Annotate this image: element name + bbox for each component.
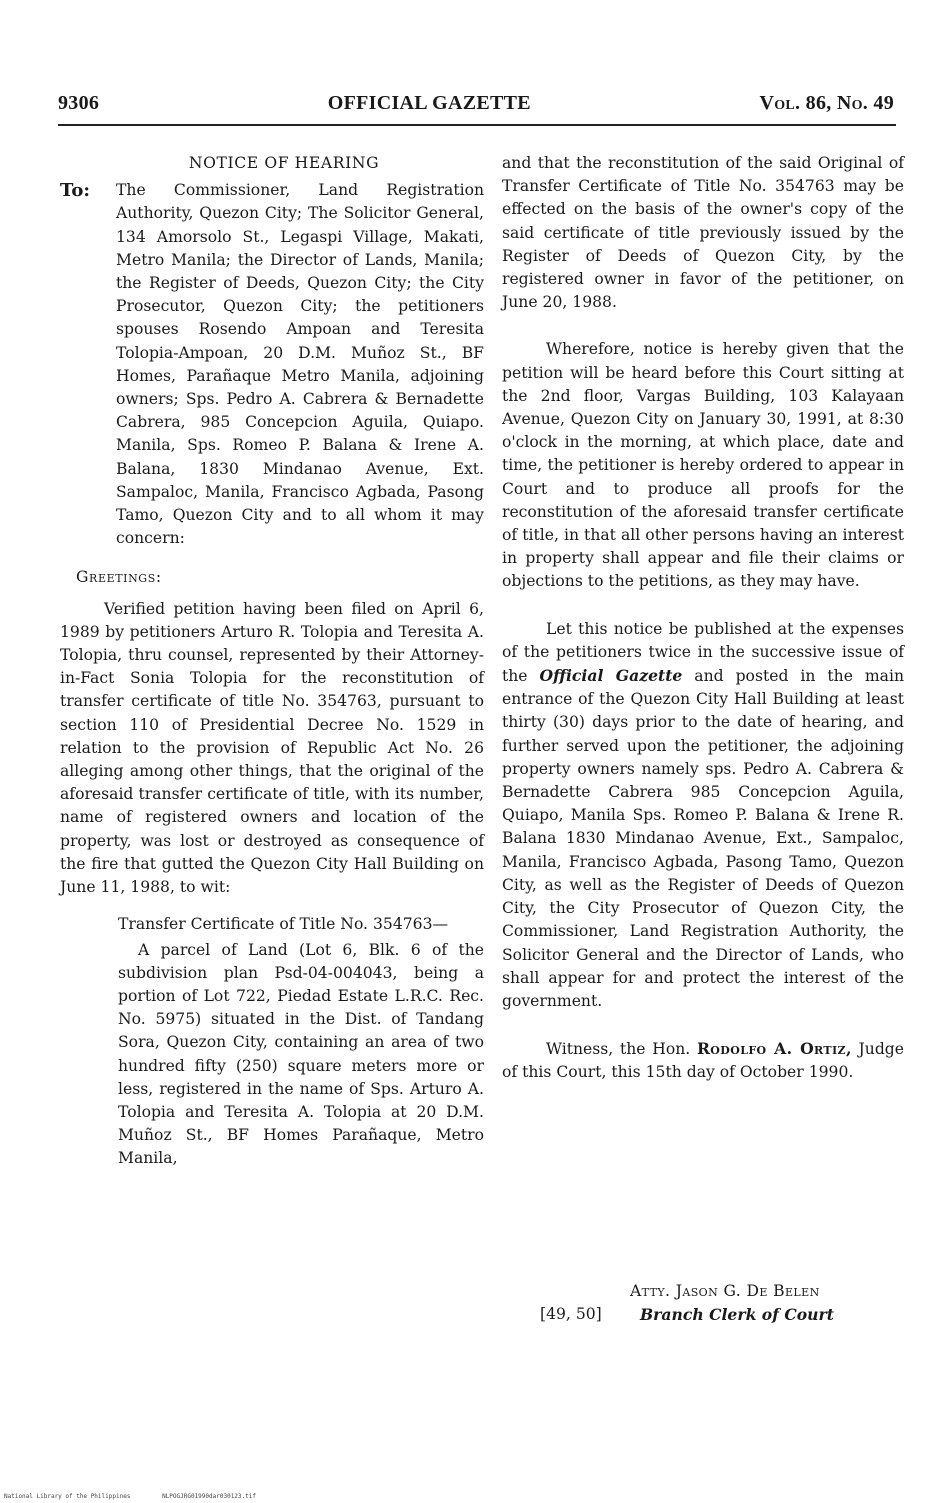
signatory-name: Atty. Jason G. De Belen: [630, 1282, 820, 1300]
library-credit: National Library of the Philippines: [4, 1493, 131, 1500]
signatory-role: Branch Clerk of Court: [640, 1305, 834, 1325]
publication-text-b: and posted in the main entrance of the Quezon City Hall Building at least thirty (30) days prior to the date of hearing, and further served upon the petitioner, the adjoining property owners namely sps. Pedro A. Cabrera & Bernadette Cabrera 985 Concepcion Aguila, Quiapo, Manila Sps. Romeo P. Balana & Irene R. Balana 1830 Mindanao Avenue, Ext., Sampaloc, Manila, Francisco Agbada, Pasong Tamo, Quezon City, as well as the Register of Deeds of Quezon City, the City Prosecutor of Quezon City, the Commissioner, Land Registration Authority, the Solicitor General and the Director of Lands, who shall appear for and protect the interest of the government.: [502, 667, 904, 1010]
publication-paragraph: [502, 618, 904, 1013]
publication-text-a: Let this notice be published at the expenses of the petitioners twice in the successive issue of the: [502, 619, 904, 686]
greetings: Greetings:: [76, 568, 162, 587]
publication-title: OFFICIAL GAZETTE: [327, 92, 531, 114]
signature-block: [540, 1280, 900, 1326]
issue-reference: [49, 50]: [540, 1305, 602, 1324]
notice-title: NOTICE OF HEARING: [188, 154, 380, 172]
addressee-text: The Commissioner, Land Registration Authority, Quezon City; The Solicitor General, 134 Amorsolo St., Legaspi Village, Makati, Metro Manila; the Director of Lands, Manila; the Register of Deeds, Quezon City; the City Prosecutor, Quezon City; the petitioners spouses Rosendo Ampoan and Teresita Tolopia-Ampoan, 20 D.M. Muñoz St., BF Homes, Parañaque Metro Manila, adjoining owners; Sps. Pedro A. Cabrera & Bernadette Cabrera, 985 Concepcion Aguila, Quiapo. Manila, Sps. Romeo P. Balana & Irene A. Balana, 1830 Mindanao Avenue, Ext. Sampaloc, Manila, Francisco Agbada, Pasong Tamo, Quezon City and to all whom it may concern:: [116, 181, 484, 548]
witness-paragraph: [502, 1037, 904, 1084]
petition-paragraph: Verified petition having been filed on April 6, 1989 by petitioners Arturo R. Tolopia and Teresita A. Tolopia, thru counsel, represented by their Attorney-in-Fact Sonia Tolopia for the reconstitution of transfer certificate of title No. 354763, pursuant to section 110 of Presidential Decree No. 1529 in relation to the provision of Republic Act No. 26 alleging among other things, that the original of the aforesaid transfer certificate of title, with its number, name of registered owners and location of the property, was lost or destroyed as consequence of the fire that gutted the Quezon City Hall Building on June 11, 1988, to wit:: [60, 599, 484, 897]
left-column: [60, 152, 484, 1171]
gazette-name: Official Gazette: [539, 666, 683, 686]
wherefore-paragraph: Wherefore, notice is hereby given that the petition will be heard before this Court sitting at the 2nd floor, Vargas Building, 103 Kalayaan Avenue, Quezon City on January 30, 1991, at 8:30 o'clock in the morning, at which place, date and time, the petitioner is hereby ordered to appear in Court and to produce all proofs for the reconstitution of the aforesaid transfer certificate of title, in that all other persons having an interest in property shall appear and file their claims or objections to the petitions, as they may have.: [502, 340, 904, 591]
witness-text-b: Judge of this Court, this 15th day of October 1990.: [502, 1040, 905, 1082]
page-number: 9306: [58, 92, 100, 114]
scan-filename: NLPOGJRG01990dar030123.tif: [162, 1493, 256, 1500]
tct-description: A parcel of Land (Lot 6, Blk. 6 of the subdivision plan Psd-04-004043, being a portion of Lot 722, Piedad Estate L.R.C. Rec. No. 5975) situated in the Dist. of Tandang Sora, Quezon City, containing an area of two hundred fifty (250) square meters more or less, registered in the name of Sps. Arturo A. Tolopia and Teresita A. Tolopia at 20 D.M. Muñoz St., BF Homes Parañaque, Metro Manila,: [118, 940, 484, 1168]
right-column: [502, 152, 904, 1085]
scan-footer: [4, 1493, 284, 1500]
to-label: To:: [60, 180, 90, 202]
tct-heading: Transfer Certificate of Title No. 354763—: [118, 915, 449, 934]
signature-row: [540, 1303, 900, 1326]
volume-number: Vol. 86, No. 49: [759, 92, 894, 114]
header-rule: [58, 124, 896, 126]
witness-text-a: Witness, the Hon.: [546, 1040, 697, 1059]
page-header: [58, 92, 894, 115]
judge-name: Rodolfo A. Ortiz,: [696, 1039, 852, 1059]
reconstitution-paragraph: and that the reconstitution of the said Original of Transfer Certificate of Title No. 354763 may be effected on the basis of the owner's copy of the said certificate of title previously issued by the Register of Deeds of Quezon City, by the registered owner in favor of the petitioner, on June 20, 1988.: [502, 154, 904, 312]
addressee-block: [60, 179, 484, 550]
